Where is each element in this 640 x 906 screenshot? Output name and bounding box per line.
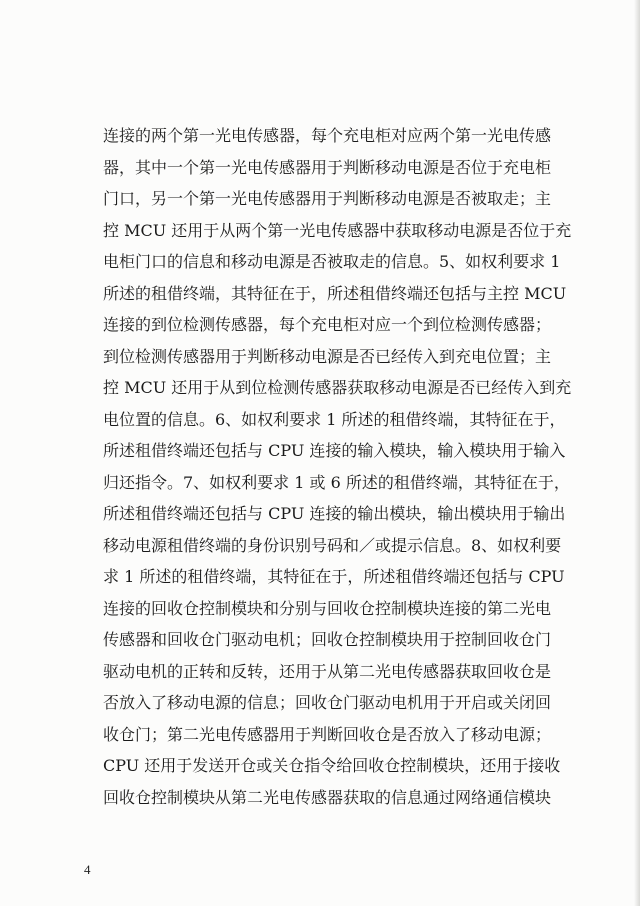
text-line: 移动电源租借终端的身份识别号码和／或提示信息。8、如权利要 bbox=[103, 535, 562, 555]
text-line: 所述租借终端还包括与 CPU 连接的输出模块，输出模块用于输出 bbox=[103, 504, 566, 523]
text-line: 连接的两个第一光电传感器，每个充电柜对应两个第一光电传感 bbox=[103, 126, 552, 145]
text-line: 控 MCU 还用于从两个第一光电传感器中获取移动电源是否位于充 bbox=[103, 220, 572, 240]
text-line: 收仓门；第二光电传感器用于判断回收仓是否放入了移动电源； bbox=[103, 724, 552, 744]
text-line: 门口，另一个第一光电传感器用于判断移动电源是否被取走；主 bbox=[103, 189, 552, 208]
text-line: 连接的回收仓控制模块和分别与回收仓控制模块连接的第二光电 bbox=[103, 598, 552, 618]
text-line: 所述的租借终端，其特征在于，所述租借终端还包括与主控 MCU bbox=[103, 283, 567, 303]
text-line: 驱动电机的正转和反转，还用于从第二光电传感器获取回收仓是 bbox=[103, 661, 552, 681]
text-line: 归还指令。7、如权利要求 1 或 6 所述的租借终端，其特征在于， bbox=[103, 472, 570, 492]
text-line: 器，其中一个第一光电传感器用于判断移动电源是否位于充电柜 bbox=[103, 157, 552, 177]
text-line: 连接的到位检测传感器，每个充电柜对应一个到位检测传感器； bbox=[103, 315, 552, 334]
page-number: 4 bbox=[84, 862, 91, 877]
text-line: 电位置的信息。6、如权利要求 1 所述的租借终端，其特征在于， bbox=[103, 409, 566, 429]
text-line: 到位检测传感器用于判断移动电源是否已经传入到充电位置；主 bbox=[103, 346, 552, 366]
page-edge-shadow bbox=[634, 0, 640, 906]
text-line: 控 MCU 还用于从到位检测传感器获取移动电源是否已经传入到充 bbox=[103, 378, 572, 397]
text-line: 否放入了移动电源的信息；回收仓门驱动电机用于开启或关闭回 bbox=[103, 693, 552, 712]
text-line: CPU 还用于发送开仓或关仓指令给回收仓控制模块，还用于接收 bbox=[103, 756, 561, 775]
text-line: 所述租借终端还包括与 CPU 连接的输入模块，输入模块用于输入 bbox=[103, 441, 566, 460]
text-line: 求 1 所述的租借终端，其特征在于，所述租借终端还包括与 CPU bbox=[103, 567, 565, 586]
text-line: 电柜门口的信息和移动电源是否被取走的信息。5、如权利要求 1 bbox=[103, 252, 561, 271]
body-text bbox=[103, 120, 583, 813]
text-line: 回收仓控制模块从第二光电传感器获取的信息通过网络通信模块 bbox=[103, 787, 552, 807]
text-line: 传感器和回收仓门驱动电机；回收仓控制模块用于控制回收仓门 bbox=[103, 630, 552, 649]
